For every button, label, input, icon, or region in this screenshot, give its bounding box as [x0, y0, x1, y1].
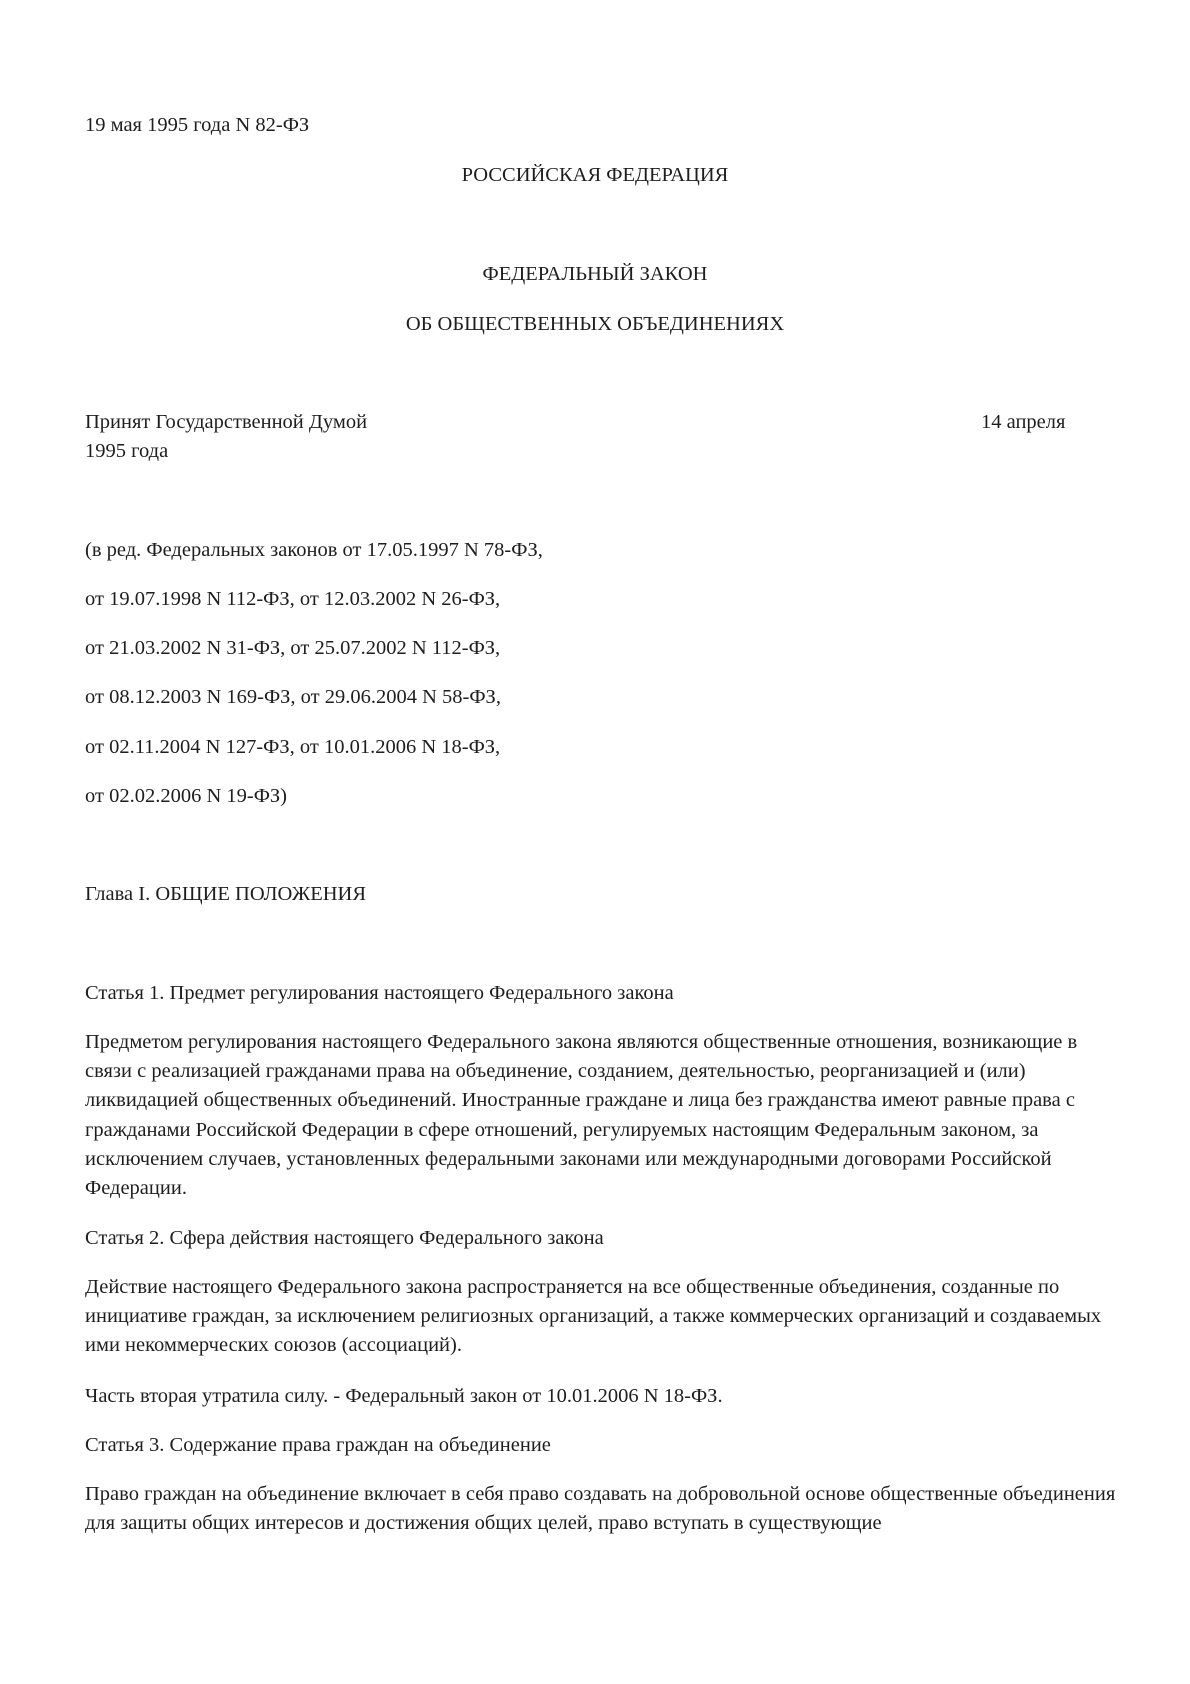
adoption-line: Принят Государственной Думой	[85, 411, 368, 433]
article-2-title: Статья 2. Сфера действия настоящего Федерального закона	[85, 1227, 604, 1249]
article-2-text: Действие настоящего Федерального закона распространяется на все общественные объединения, созданные по инициативе граждан, за исключением религиозных организаций, а также коммерческих организаций и создаваемых ими некоммерческих союзов (ассоциаций).	[85, 1276, 1102, 1357]
amendment-line: от 19.07.1998 N 112-ФЗ, от 12.03.2002 N 26-ФЗ,	[85, 588, 501, 610]
law-date-number: 19 мая 1995 года N 82-ФЗ	[85, 114, 310, 136]
amendment-line: (в ред. Федеральных законов от 17.05.1997 N 78-ФЗ,	[85, 539, 543, 561]
article-3-text: Право граждан на объединение включает в себя право создавать на добровольной основе общественные объединения для защиты общих интересов и достижения общих целей, право вступать в существующие	[85, 1483, 1116, 1535]
amendment-line: от 02.02.2006 N 19-ФЗ)	[85, 785, 287, 807]
chapter-heading: Глава I. ОБЩИЕ ПОЛОЖЕНИЯ	[85, 883, 367, 905]
document-title-heading: ОБ ОБЩЕСТВЕННЫХ ОБЪЕДИНЕНИЯХ	[405, 313, 785, 335]
article-1-title: Статья 1. Предмет регулирования настоящего Федерального закона	[85, 982, 674, 1004]
adoption-year: 1995 года	[85, 440, 169, 462]
amendment-line: от 08.12.2003 N 169-ФЗ, от 29.06.2004 N 58-ФЗ,	[85, 686, 501, 708]
country-heading: РОССИЙСКАЯ ФЕДЕРАЦИЯ	[461, 164, 729, 186]
document-type-heading: ФЕДЕРАЛЬНЫЙ ЗАКОН	[482, 263, 708, 285]
amendment-line: от 21.03.2002 N 31-ФЗ, от 25.07.2002 N 112-ФЗ,	[85, 637, 501, 659]
article-3-title: Статья 3. Содержание права граждан на объединение	[85, 1434, 551, 1456]
article-1-text: Предметом регулирования настоящего Федерального закона являются общественные отношения, возникающие в связи с реализацией гражданами права на объединение, созданием, деятельностью, реорганизацией и (или) ликвидацией общественных объединений. Иностранные граждане и лица без гражданства имеют равные права с гражданами Российской Федерации в сфере отношений, регулируемых настоящим Федеральным законом, за исключением случаев, установленных федеральными законами или международными договорами Российской Федерации.	[85, 1031, 1078, 1200]
amendment-line: от 02.11.2004 N 127-ФЗ, от 10.01.2006 N 18-ФЗ,	[85, 736, 501, 758]
adoption-date: 14 апреля	[981, 411, 1066, 433]
article-2-part-2-note: Часть вторая утратила силу. - Федеральный закон от 10.01.2006 N 18-ФЗ.	[85, 1385, 723, 1407]
